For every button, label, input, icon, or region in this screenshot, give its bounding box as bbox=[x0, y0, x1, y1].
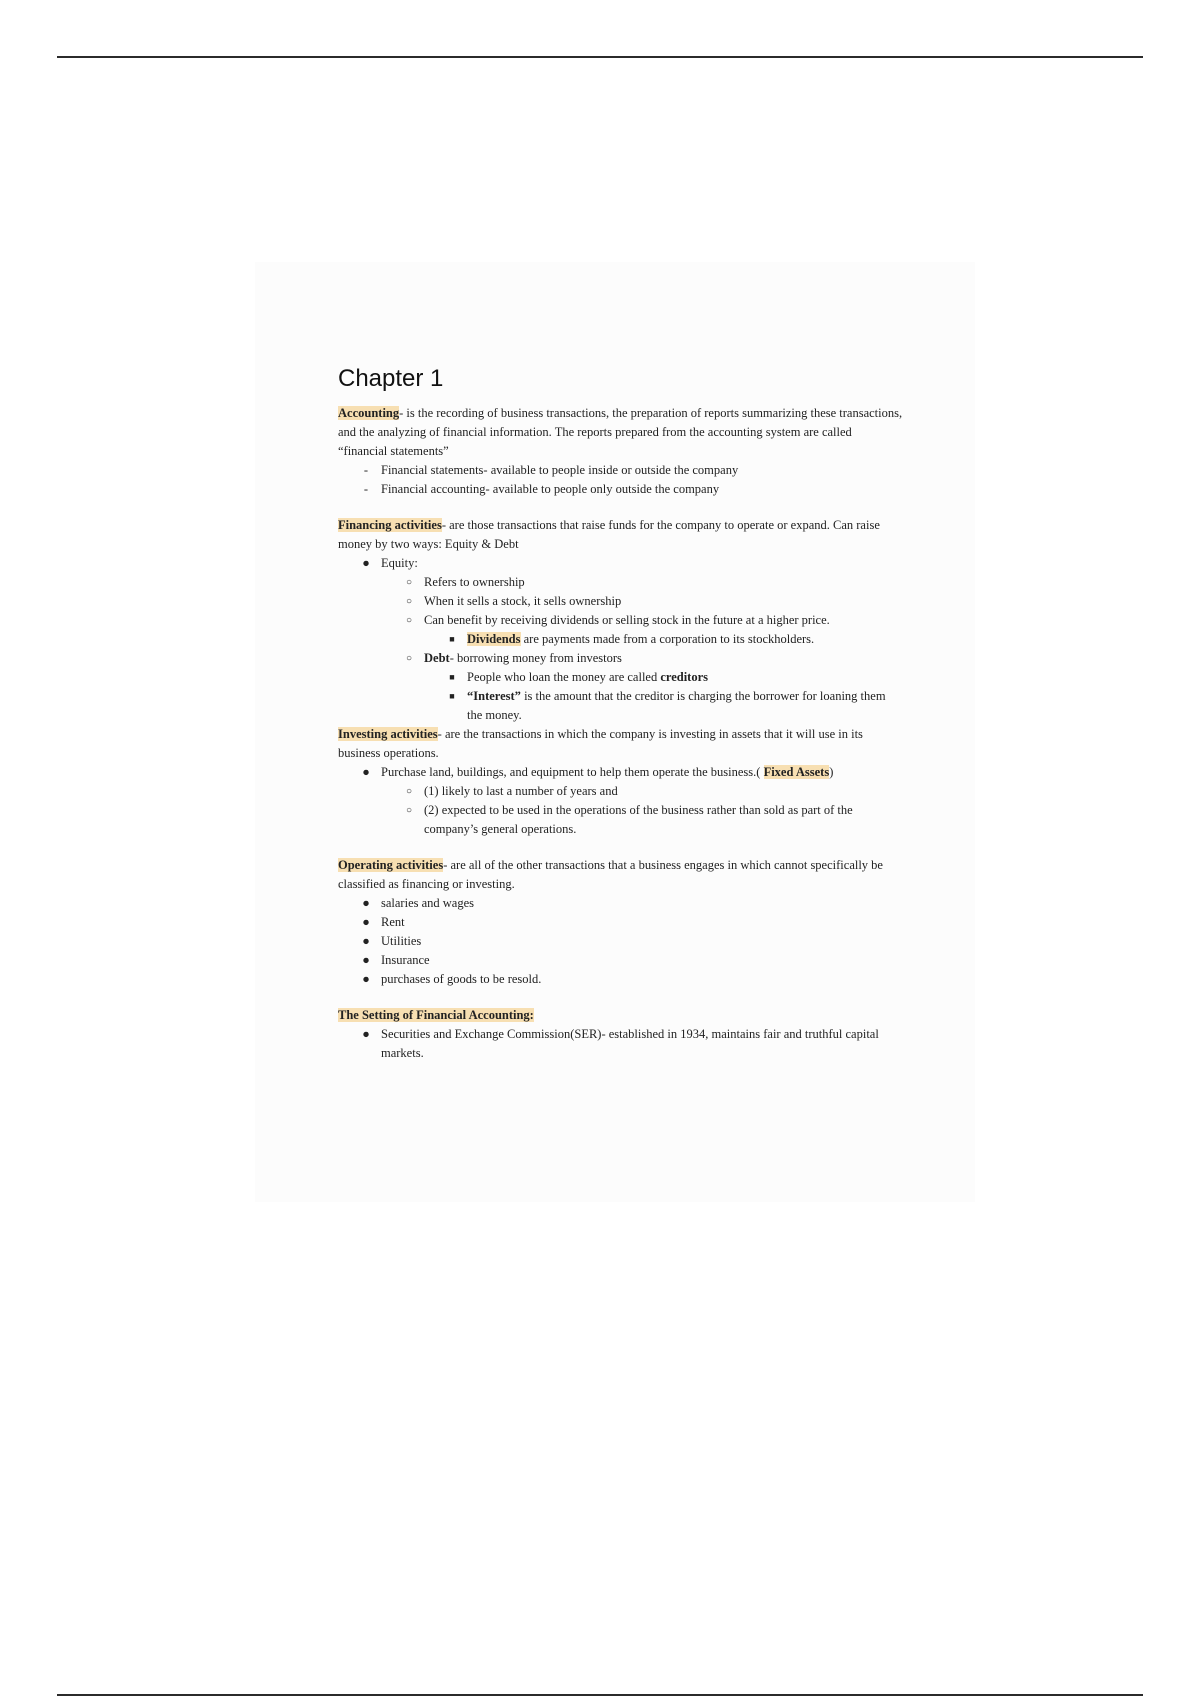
circle-marker: ○ bbox=[405, 653, 413, 664]
investing-definition: - are the transactions in which the company is investing in assets that it will use in its business operations. bbox=[338, 727, 863, 760]
list-item: ○ (2) expected to be used in the operations of the business rather than sold as part of the company’s general operations. bbox=[338, 801, 903, 839]
list-item: ● Rent bbox=[338, 913, 903, 932]
list-item: ○ Can benefit by receiving dividends or selling stock in the future at a higher price. bbox=[338, 611, 903, 630]
square-marker: ■ bbox=[449, 634, 455, 644]
dash-marker: - bbox=[363, 482, 369, 496]
list-item: - Financial statements- available to people inside or outside the company bbox=[338, 461, 903, 480]
creditors-term: creditors bbox=[660, 670, 709, 684]
operating-term: Operating activities bbox=[338, 858, 444, 872]
list-item: ● Purchase land, buildings, and equipment to help them operate the business.( Fixed Assets) bbox=[338, 763, 903, 782]
circle-marker: ○ bbox=[405, 805, 413, 816]
bullet-marker: ● bbox=[362, 1027, 370, 1041]
accounting-term: Accounting bbox=[338, 406, 400, 420]
bullet-marker: ● bbox=[362, 765, 370, 779]
page-title: Chapter 1 bbox=[338, 365, 444, 392]
accounting-paragraph bbox=[338, 404, 903, 461]
bullet-marker: ● bbox=[362, 972, 370, 986]
setting-term: The Setting of Financial Accounting: bbox=[338, 1008, 534, 1022]
list-item: - Financial accounting- available to people only outside the company bbox=[338, 480, 903, 499]
financing-term: Financing activities bbox=[338, 518, 442, 532]
dividends-term: Dividends bbox=[467, 632, 521, 646]
list-item: ○ When it sells a stock, it sells ownership bbox=[338, 592, 903, 611]
bullet-marker: ● bbox=[362, 953, 370, 967]
bullet-marker: ● bbox=[362, 915, 370, 929]
bullet-marker: ● bbox=[362, 556, 370, 570]
circle-marker: ○ bbox=[405, 596, 413, 607]
square-marker: ■ bbox=[449, 672, 455, 682]
fixed-assets-term: Fixed Assets bbox=[763, 765, 830, 779]
document-content bbox=[338, 363, 903, 1063]
list-item: ○ Debt- borrowing money from investors bbox=[338, 649, 903, 668]
list-item: ○ (1) likely to last a number of years and bbox=[338, 782, 903, 801]
list-item: ● purchases of goods to be resold. bbox=[338, 970, 903, 989]
investing-term: Investing activities bbox=[338, 727, 438, 741]
debt-term: Debt bbox=[424, 651, 450, 665]
list-item: ○ Refers to ownership bbox=[338, 573, 903, 592]
list-item: ● Securities and Exchange Commission(SER)- established in 1934, maintains fair and truthful capital markets. bbox=[338, 1025, 903, 1063]
bottom-rule bbox=[57, 1694, 1143, 1696]
list-item: ■ People who loan the money are called creditors bbox=[338, 668, 903, 687]
circle-marker: ○ bbox=[405, 786, 413, 797]
bullet-marker: ● bbox=[362, 934, 370, 948]
accounting-definition: - is the recording of business transactions, the preparation of reports summarizing these transactions, and the analyzing of financial information. The reports prepared from the accounting system are called “financial statements” bbox=[338, 406, 903, 458]
operating-paragraph bbox=[338, 856, 903, 894]
interest-term: “Interest” bbox=[467, 689, 521, 703]
list-item: ● salaries and wages bbox=[338, 894, 903, 913]
list-item: ■ “Interest” is the amount that the creditor is charging the borrower for loaning them the money. bbox=[338, 687, 903, 725]
circle-marker: ○ bbox=[405, 615, 413, 626]
square-marker: ■ bbox=[449, 691, 455, 701]
financing-paragraph bbox=[338, 516, 903, 554]
list-item: ● Utilities bbox=[338, 932, 903, 951]
bullet-marker: ● bbox=[362, 896, 370, 910]
financing-definition: - are those transactions that raise funds for the company to operate or expand. Can raise money by two ways: Equity & Debt bbox=[338, 518, 880, 551]
list-item: ● Insurance bbox=[338, 951, 903, 970]
setting-heading bbox=[338, 1006, 903, 1025]
circle-marker: ○ bbox=[405, 577, 413, 588]
list-item: ■ Dividends are payments made from a corporation to its stockholders. bbox=[338, 630, 903, 649]
top-rule bbox=[57, 56, 1143, 58]
dash-marker: - bbox=[363, 463, 369, 477]
operating-definition: - are all of the other transactions that a business engages in which cannot specifically be classified as financing or investing. bbox=[338, 858, 883, 891]
list-item: ● Equity: bbox=[338, 554, 903, 573]
investing-paragraph bbox=[338, 725, 903, 763]
